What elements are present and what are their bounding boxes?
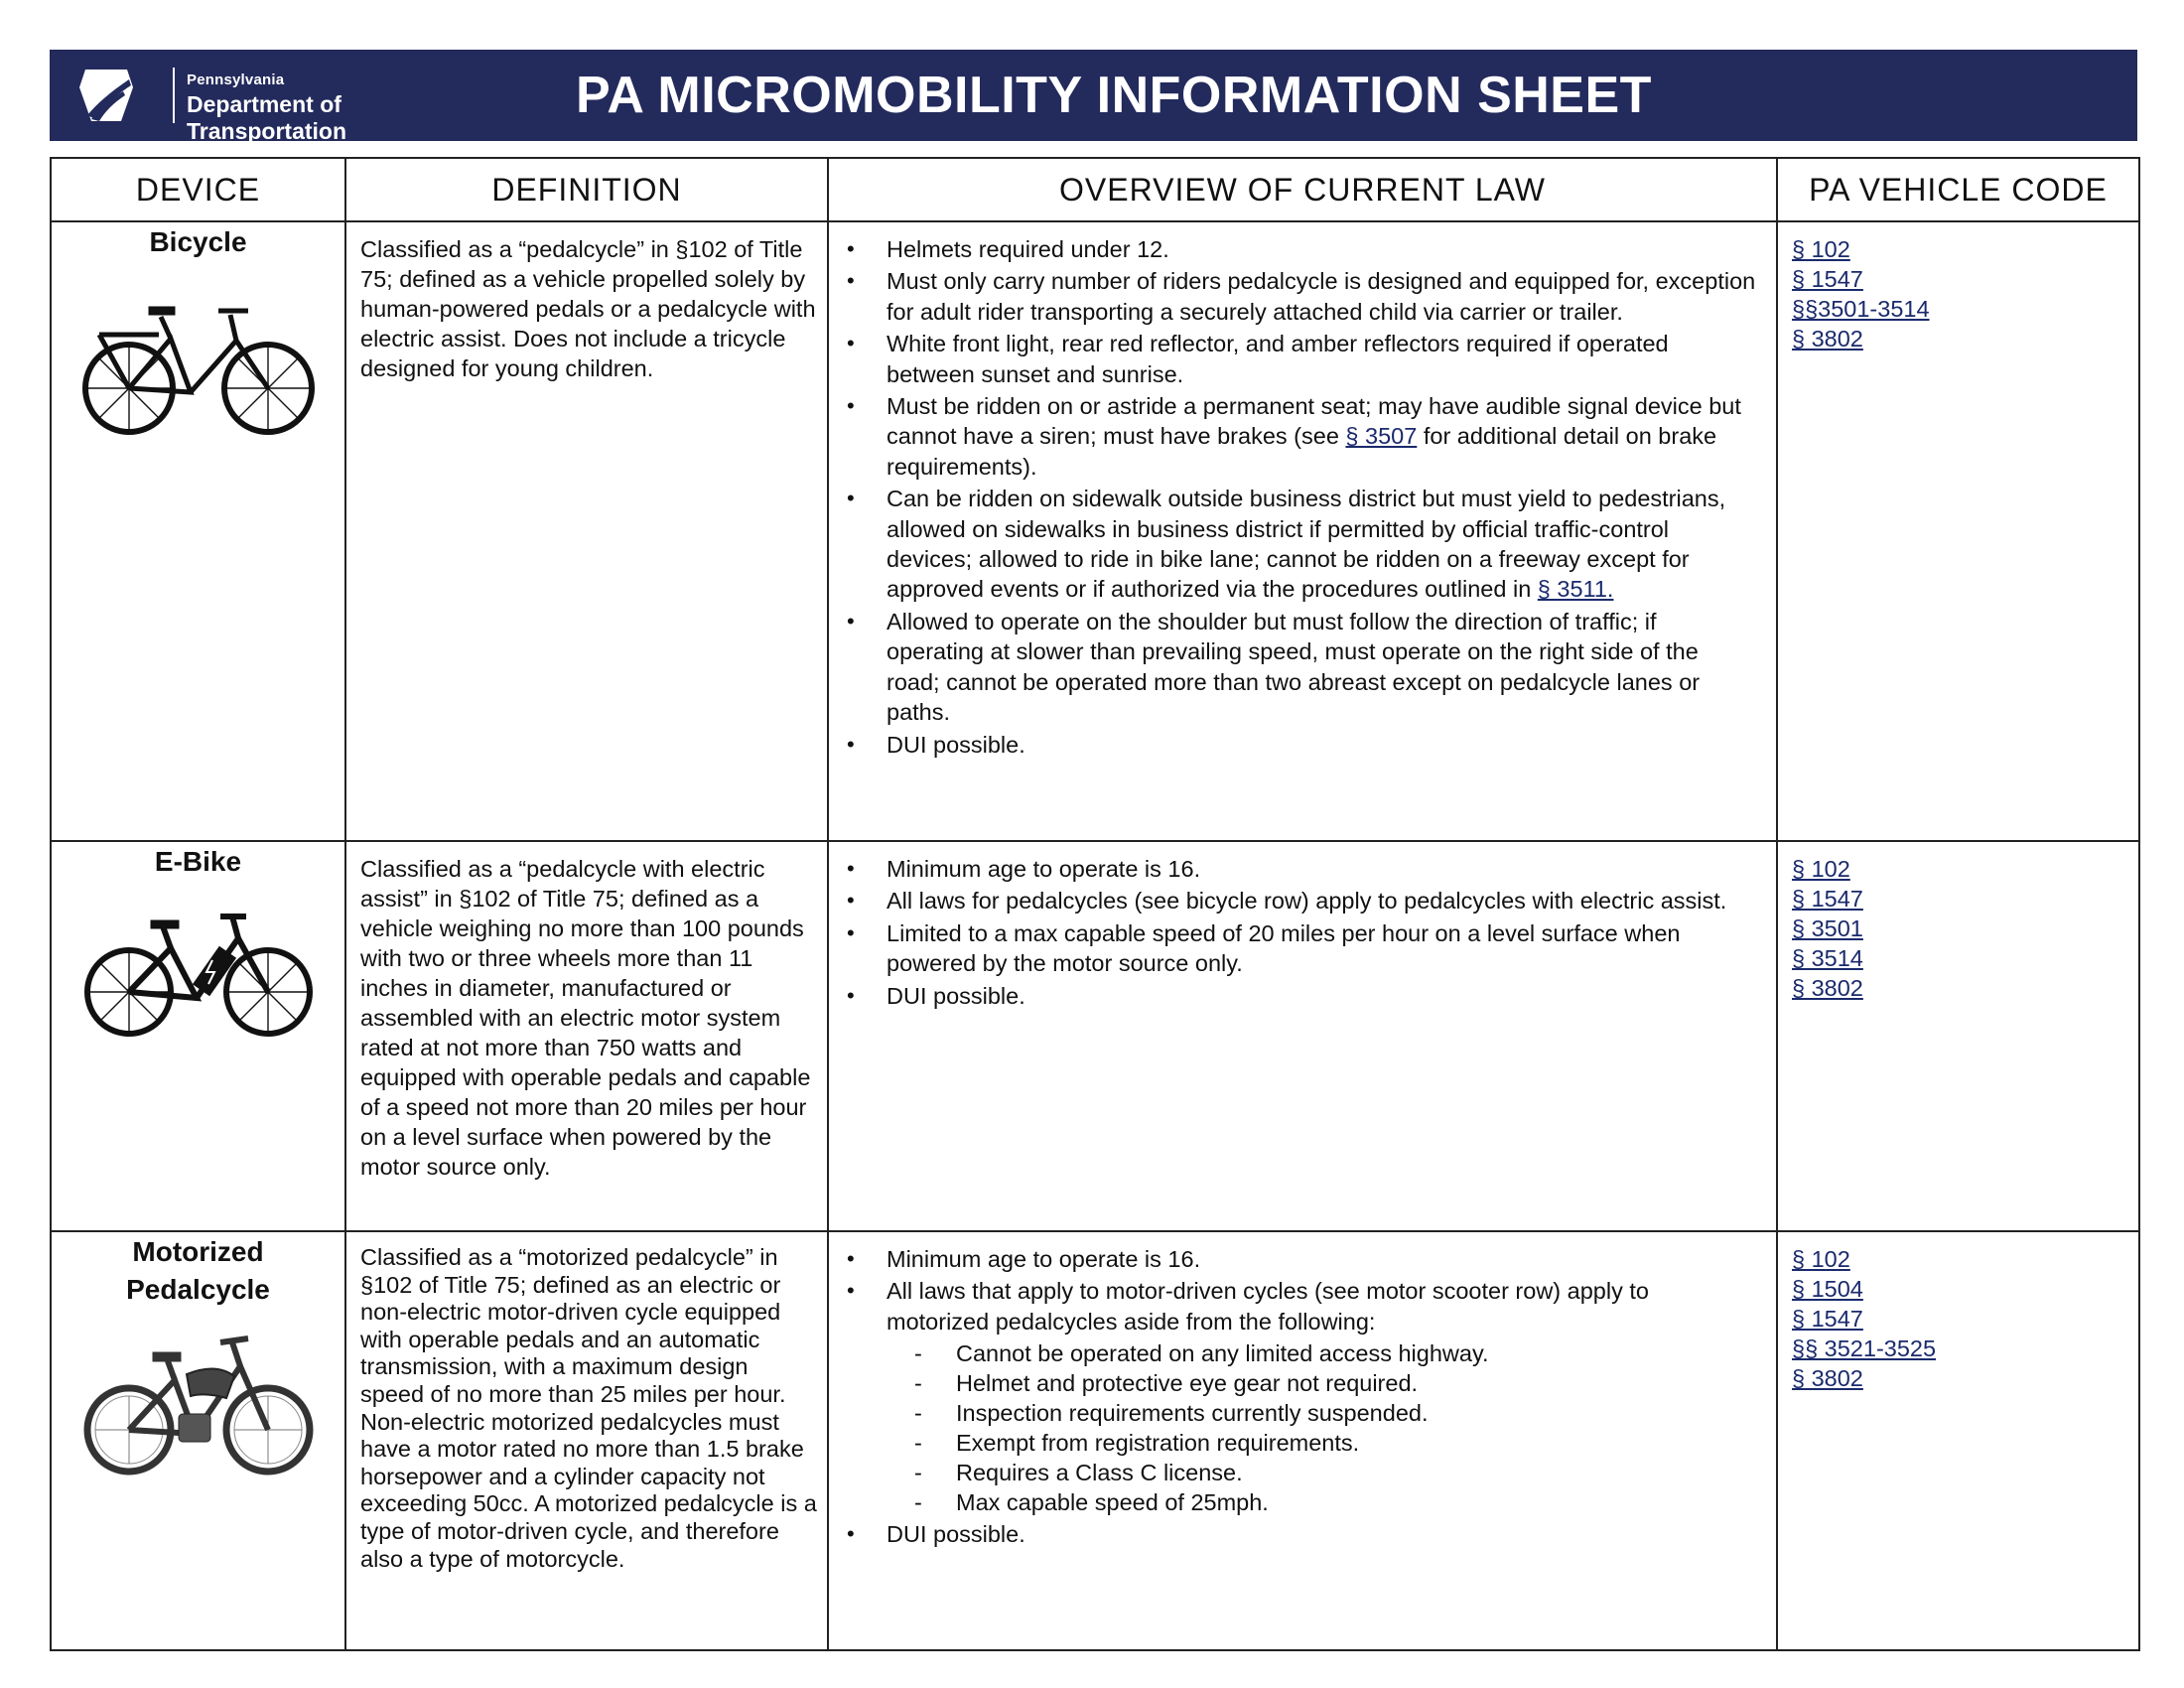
- logo-state-text: Pennsylvania: [187, 71, 285, 88]
- law-item: • All laws that apply to motor-driven cycles (see motor scooter row) apply to motorized pedalcycles aside from the following: - Cannot be operated on any limited access highway. - Helmet and protective eye gear not required. - Inspection requirements currently suspended. - Exempt from registration requirements. - Requires a Class C license. - Max capable speed of 25mph.: [839, 1276, 1756, 1517]
- code-link[interactable]: § 1547: [1792, 266, 1863, 292]
- definition-cell: Classified as a “motorized pedalcycle” in §102 of Title 75; defined as an electric or non-electric motor-driven cycle equipped with operable pedals and an automatic transmission, with a maximum design speed of no more than 25 miles per hour. Non-electric motorized pedalcycles must have a motor rated no more than 1.5 brake horsepower and a cylinder capacity not exceeding 50cc. A motorized pedalcycle is a type of motor-driven cycle, and therefore also a type of motorcycle.: [345, 1231, 828, 1650]
- law-list: [839, 854, 1756, 1011]
- law-item: • Can be ridden on sidewalk outside business district but must yield to pedestrians, allowed on sidewalks in business district if permitted by official traffic-control devices; allowed to ride in bike lane; cannot be ridden on a freeway except for approved events or if authorized via the procedures outlined in § 3511.: [839, 484, 1756, 605]
- code-link[interactable]: § 3501: [1792, 915, 1863, 941]
- code-cell: [1777, 841, 2139, 1231]
- code-cell: [1777, 1231, 2139, 1650]
- law-item: • Minimum age to operate is 16.: [839, 1244, 1756, 1274]
- law-item: • DUI possible.: [839, 981, 1756, 1011]
- code-link-3511[interactable]: § 3511.: [1537, 576, 1614, 603]
- exception-item: - Max capable speed of 25mph.: [887, 1487, 1756, 1517]
- code-link[interactable]: § 3514: [1792, 945, 1863, 971]
- e-bike-icon: [79, 909, 318, 1038]
- device-cell: [51, 1231, 345, 1650]
- exception-item: - Exempt from registration requirements.: [887, 1428, 1756, 1458]
- law-item: • Must be ridden on or astride a permanent seat; may have audible signal device but cannot have a siren; must have brakes (see § 3507 for additional detail on brake requirements).: [839, 391, 1756, 482]
- bicycle-icon: [79, 289, 318, 438]
- col-header-definition: DEFINITION: [345, 158, 828, 221]
- code-cell: [1777, 221, 2139, 841]
- law-cell: [828, 841, 1777, 1231]
- exception-list: [887, 1338, 1756, 1517]
- moped-icon: [79, 1329, 318, 1477]
- law-item: • Minimum age to operate is 16.: [839, 854, 1756, 884]
- page-title: PA MICROMOBILITY INFORMATION SHEET: [576, 67, 1652, 124]
- exception-item: - Cannot be operated on any limited access highway.: [887, 1338, 1756, 1368]
- table-row-bicycle: [51, 221, 2139, 841]
- device-name: E-Bike: [154, 846, 242, 877]
- code-link-3507[interactable]: § 3507: [1345, 423, 1418, 450]
- logo-divider: [173, 68, 175, 123]
- code-link[interactable]: § 102: [1792, 1246, 1850, 1272]
- code-link[interactable]: § 3802: [1792, 1365, 1863, 1391]
- law-item: • White front light, rear red reflector, and amber reflectors required if operated between sunset and sunrise.: [839, 329, 1756, 389]
- law-item: • Helmets required under 12.: [839, 234, 1756, 264]
- penndot-logo[interactable]: [77, 64, 494, 144]
- code-link[interactable]: § 1547: [1792, 886, 1863, 912]
- exception-item: - Inspection requirements currently suspended.: [887, 1398, 1756, 1428]
- code-link[interactable]: §§ 3521-3525: [1792, 1336, 1937, 1361]
- col-header-law: OVERVIEW OF CURRENT LAW: [828, 158, 1777, 221]
- law-item: • Must only carry number of riders pedalcycle is designed and equipped for, exception for adult rider transporting a securely attached child via carrier or trailer.: [839, 266, 1756, 327]
- code-link[interactable]: § 1504: [1792, 1276, 1863, 1302]
- exception-item: - Requires a Class C license.: [887, 1458, 1756, 1487]
- col-header-device: DEVICE: [51, 158, 345, 221]
- law-item: • Allowed to operate on the shoulder but must follow the direction of traffic; if operating at slower than prevailing speed, must operate on the right side of the road; cannot be operated more than two abreast except on pedalcycle lanes or paths.: [839, 607, 1756, 728]
- code-link[interactable]: § 102: [1792, 236, 1850, 262]
- law-cell: [828, 221, 1777, 841]
- code-link[interactable]: § 3802: [1792, 975, 1863, 1001]
- code-link[interactable]: § 3802: [1792, 326, 1863, 352]
- code-link[interactable]: § 1547: [1792, 1306, 1863, 1332]
- table-row-motorized-pedalcycle: [51, 1231, 2139, 1650]
- micromobility-table: [50, 157, 2140, 1651]
- law-cell: [828, 1231, 1777, 1650]
- law-item: • DUI possible.: [839, 1519, 1756, 1549]
- keystone-icon: [77, 66, 135, 123]
- table-row-ebike: [51, 841, 2139, 1231]
- law-item: • All laws for pedalcycles (see bicycle row) apply to pedalcycles with electric assist.: [839, 886, 1756, 915]
- code-link[interactable]: §§3501-3514: [1792, 296, 1930, 322]
- definition-cell: Classified as a “pedalcycle” in §102 of Title 75; defined as a vehicle propelled solely by human-powered pedals or a pedalcycle with electric assist. Does not include a tricycle designed for young children.: [345, 221, 828, 841]
- law-list: [839, 234, 1756, 760]
- exception-item: - Helmet and protective eye gear not required.: [887, 1368, 1756, 1398]
- device-name-line2: Pedalcycle: [126, 1274, 270, 1305]
- code-link[interactable]: § 102: [1792, 856, 1850, 882]
- col-header-code: PA VEHICLE CODE: [1777, 158, 2139, 221]
- law-item: • Limited to a max capable speed of 20 miles per hour on a level surface when powered by the motor source only.: [839, 918, 1756, 979]
- device-name: Motorized: [132, 1236, 264, 1267]
- header-banner: [50, 50, 2137, 144]
- device-cell: [51, 221, 345, 841]
- law-list: [839, 1244, 1756, 1550]
- logo-dept-text: Department of Transportation: [187, 91, 347, 144]
- device-name: Bicycle: [149, 226, 247, 257]
- device-cell: [51, 841, 345, 1231]
- law-item: • DUI possible.: [839, 730, 1756, 760]
- definition-cell: Classified as a “pedalcycle with electric assist” in §102 of Title 75; defined as a vehicle weighing no more than 100 pounds with two or three wheels more than 11 inches in diameter, manufactured or assembled with an electric motor system rated at not more than 750 watts and equipped with operable pedals and capable of a speed not more than 20 miles per hour on a level surface when powered by the motor source only.: [345, 841, 828, 1231]
- table-header-row: [51, 158, 2139, 221]
